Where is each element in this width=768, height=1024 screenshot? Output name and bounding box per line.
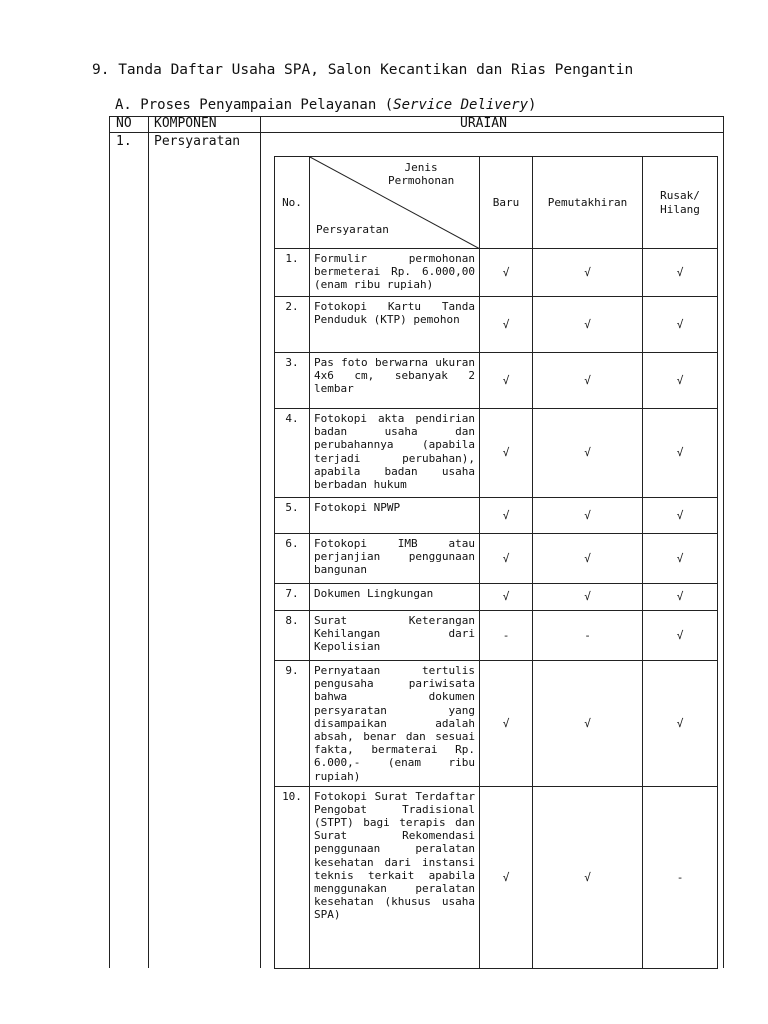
check-pemutakhiran: √	[533, 786, 643, 968]
check-rusak-hilang: √	[643, 584, 718, 611]
requirement-text: Dokumen Lingkungan	[310, 584, 480, 611]
requirements-table	[274, 156, 718, 969]
check-rusak-hilang: -	[643, 786, 718, 968]
header-komponen: KOMPONEN	[154, 116, 217, 131]
header-no: NO	[116, 116, 132, 131]
row-number: 7.	[275, 584, 310, 611]
requirement-text: Fotokopi Kartu Tanda Penduduk (KTP) pemohon	[310, 297, 480, 353]
check-rusak-hilang: √	[643, 534, 718, 584]
requirement-text: Surat Keterangan Kehilangan dari Kepolisian	[310, 611, 480, 661]
row-komponen: Persyaratan	[154, 134, 241, 149]
table-row	[275, 786, 718, 968]
header-persyaratan: Persyaratan	[316, 223, 389, 236]
requirement-text: Fotokopi IMB atau perjanjian penggunaan bangunan	[310, 534, 480, 584]
check-pemutakhiran: √	[533, 584, 643, 611]
check-pemutakhiran: √	[533, 661, 643, 787]
col-header-pemutakhiran: Pemutakhiran	[533, 157, 643, 249]
check-rusak-hilang: √	[643, 409, 718, 498]
row-number: 3.	[275, 353, 310, 409]
row-no: 1.	[116, 134, 132, 149]
row-number: 6.	[275, 534, 310, 584]
requirement-text: Fotokopi NPWP	[310, 498, 480, 534]
check-rusak-hilang: √	[643, 611, 718, 661]
table-row	[275, 498, 718, 534]
check-baru: √	[480, 584, 533, 611]
check-pemutakhiran: √	[533, 409, 643, 498]
row-number: 10.	[275, 786, 310, 968]
check-rusak-hilang: √	[643, 353, 718, 409]
col-header-rusak-hilang: Rusak/ Hilang	[643, 157, 718, 249]
check-rusak-hilang: √	[643, 498, 718, 534]
table-row	[275, 611, 718, 661]
check-baru: √	[480, 661, 533, 787]
table-row	[275, 661, 718, 787]
check-baru: √	[480, 297, 533, 353]
table-row	[275, 353, 718, 409]
header-jenis: Jenis	[404, 161, 438, 174]
header-uraian: URAIAN	[460, 116, 507, 131]
table-row	[275, 584, 718, 611]
table-row	[275, 297, 718, 353]
table-row	[275, 534, 718, 584]
row-number: 5.	[275, 498, 310, 534]
document-title: 9. Tanda Daftar Usaha SPA, Salon Kecantikan dan Rias Pengantin	[92, 62, 634, 78]
row-number: 2.	[275, 297, 310, 353]
section-subtitle: A. Proses Penyampaian Pelayanan (Service Delivery)	[115, 97, 537, 113]
requirement-text: Pas foto berwarna ukuran 4x6 cm, sebanyak 2 lembar	[310, 353, 480, 409]
check-pemutakhiran: -	[533, 611, 643, 661]
check-baru: -	[480, 611, 533, 661]
requirement-text: Pernyataan tertulis pengusaha pariwisata bahwa dokumen persyaratan yang disampaikan adalah absah, benar dan sesuai fakta, bermaterai Rp. 6.000,- (enam ribu rupiah)	[310, 661, 480, 787]
check-baru: √	[480, 249, 533, 297]
col-header-persyaratan	[310, 157, 480, 249]
col-header-no: No.	[275, 157, 310, 249]
check-baru: √	[480, 498, 533, 534]
check-baru: √	[480, 534, 533, 584]
row-number: 8.	[275, 611, 310, 661]
check-rusak-hilang: √	[643, 661, 718, 787]
requirement-text: Formulir permohonan bermeterai Rp. 6.000,00 (enam ribu rupiah)	[310, 249, 480, 297]
check-pemutakhiran: √	[533, 249, 643, 297]
row-number: 9.	[275, 661, 310, 787]
check-pemutakhiran: √	[533, 498, 643, 534]
requirement-text: Fotokopi Surat Terdaftar Pengobat Tradisional (STPT) bagi terapis dan Surat Rekomendasi penggunaan peralatan kesehatan dari instansi teknis terkait apabila menggunakan peralatan kesehatan (khusus usaha SPA)	[310, 786, 480, 968]
check-baru: √	[480, 786, 533, 968]
check-rusak-hilang: √	[643, 249, 718, 297]
requirement-text: Fotokopi akta pendirian badan usaha dan perubahannya (apabila terjadi perubahan), apabila badan usaha berbadan hukum	[310, 409, 480, 498]
table-row	[275, 249, 718, 297]
check-pemutakhiran: √	[533, 353, 643, 409]
header-permohonan: Permohonan	[388, 174, 455, 188]
check-rusak-hilang: √	[643, 297, 718, 353]
col-header-baru: Baru	[480, 157, 533, 249]
row-number: 4.	[275, 409, 310, 498]
check-pemutakhiran: √	[533, 534, 643, 584]
check-baru: √	[480, 409, 533, 498]
table-row	[275, 409, 718, 498]
table-header-row	[275, 157, 718, 249]
check-baru: √	[480, 353, 533, 409]
check-pemutakhiran: √	[533, 297, 643, 353]
row-number: 1.	[275, 249, 310, 297]
